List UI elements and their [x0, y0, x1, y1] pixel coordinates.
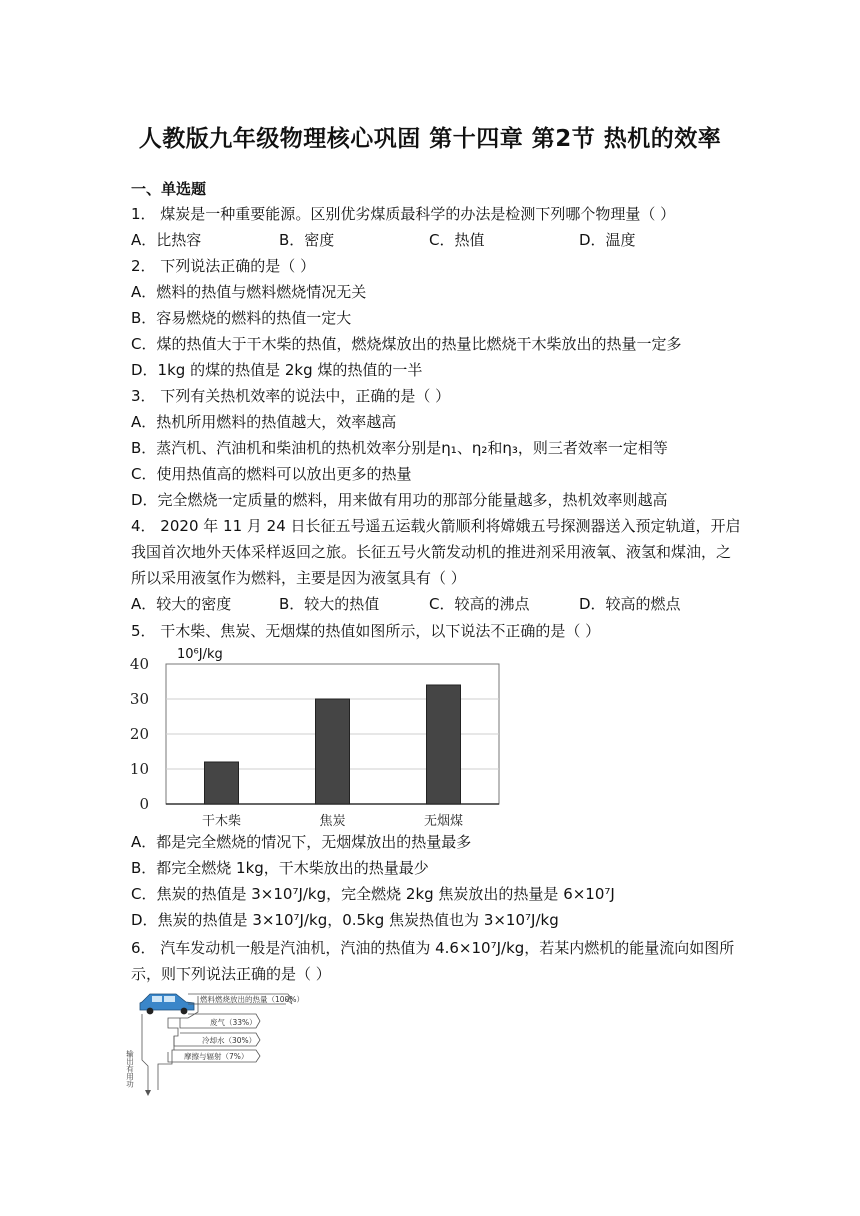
chart-y-tick-label: 0	[139, 795, 149, 813]
question-1-stem: 1． 煤炭是一种重要能源。区别优劣煤质最科学的办法是检测下列哪个物理量（ ）	[131, 205, 676, 223]
chart-y-axis-label: 10⁶J/kg	[177, 647, 223, 662]
question-4-line-1: 4． 2020 年 11 月 24 日长征五号遥五运载火箭顺利将嫦娥五号探测器送入预定轨道，开启	[131, 517, 741, 535]
question-4-line-2: 我国首次地外天体采样返回之旅。长征五号火箭发动机的推进剂采用液氧、液氢和煤油，之	[131, 543, 732, 561]
question-3-option-a: A．热机所用燃料的热值越大，效率越高	[131, 413, 397, 431]
useful-work-label: 输出有用功	[125, 1050, 135, 1088]
heat-value-bar-chart	[125, 642, 505, 832]
exhaust-flow-label: 废气（33%）	[210, 1018, 257, 1027]
question-1-options	[131, 229, 731, 251]
chart-y-tick-label: 10	[129, 760, 149, 778]
question-2-option-d: D．1kg 的煤的热值是 2kg 煤的热值的一半	[131, 361, 423, 379]
chart-y-tick-label: 20	[129, 725, 149, 743]
chart-y-tick-label: 30	[129, 690, 149, 708]
question-5-option-a: A．都是完全燃烧的情况下，无烟煤放出的热量最多	[131, 833, 472, 851]
question-3-stem: 3． 下列有关热机效率的说法中，正确的是（ ）	[131, 387, 451, 405]
question-3-option-c: C．使用热值高的燃料可以放出更多的热量	[131, 465, 412, 483]
chart-bar	[427, 685, 461, 804]
car-icon	[140, 994, 194, 1014]
question-4-line-3: 所以采用液氢作为燃料，主要是因为液氢具有（ ）	[131, 569, 466, 587]
question-4-options	[131, 593, 731, 615]
question-5-option-b: B．都完全燃烧 1kg，干木柴放出的热量最少	[131, 859, 429, 877]
section-heading: 一、单选题	[131, 180, 207, 198]
chart-x-tick-label: 焦炭	[319, 814, 346, 829]
chart-x-tick-label: 干木柴	[201, 814, 242, 829]
question-2-option-b: B．容易燃烧的燃料的热值一定大	[131, 309, 352, 327]
question-6-line-1: 6． 汽车发动机一般是汽油机，汽油的热值为 4.6×10⁷J/kg，若某内燃机的能量流向如图所	[131, 939, 735, 957]
question-6-line-2: 示，则下列说法正确的是（ ）	[131, 965, 331, 983]
chart-y-tick-label: 40	[129, 655, 149, 673]
question-5-option-d: D．焦炭的热值是 3×10⁷J/kg，0.5kg 焦炭热值也为 3×10⁷J/kg	[131, 911, 559, 929]
option-d: D．较高的燃点	[579, 595, 681, 613]
option-c: C．较高的沸点	[429, 595, 530, 613]
question-2-option-c: C．煤的热值大于干木柴的热值，燃烧煤放出的热量比燃烧干木柴放出的热量一定多	[131, 335, 682, 353]
question-2-stem: 2． 下列说法正确的是（ ）	[131, 257, 316, 275]
chart-x-tick-label: 无烟煤	[423, 814, 464, 829]
page-title: 人教版九年级物理核心巩固 第十四章 第2节 热机的效率	[138, 126, 722, 152]
total-heat-label: 燃料燃烧放出的热量（100%）	[200, 995, 304, 1004]
coolant-flow-label: 冷却水（30%）	[202, 1036, 257, 1045]
option-a: A．比热容	[131, 231, 202, 249]
friction-flow-label: 摩擦与辐射（7%）	[184, 1052, 249, 1061]
question-5-stem: 5． 干木柴、焦炭、无烟煤的热值如图所示，以下说法不正确的是（ ）	[131, 622, 601, 640]
option-c: C．热值	[429, 231, 485, 249]
chart-bar	[205, 762, 239, 804]
question-3-option-b: B．蒸汽机、汽油机和柴油机的热机效率分别是η₁、η₂和η₃，则三者效率一定相等	[131, 439, 668, 457]
option-d: D．温度	[579, 231, 636, 249]
option-b: B．较大的热值	[279, 595, 380, 613]
chart-bar	[316, 699, 350, 804]
energy-flow-diagram	[125, 990, 328, 1100]
option-b: B．密度	[279, 231, 335, 249]
option-a: A．较大的密度	[131, 595, 232, 613]
question-2-option-a: A．燃料的热值与燃料燃烧情况无关	[131, 283, 367, 301]
question-3-option-d: D．完全燃烧一定质量的燃料，用来做有用功的那部分能量越多，热机效率则越高	[131, 491, 668, 509]
question-5-option-c: C．焦炭的热值是 3×10⁷J/kg，完全燃烧 2kg 焦炭放出的热量是 6×10⁷J	[131, 885, 615, 903]
